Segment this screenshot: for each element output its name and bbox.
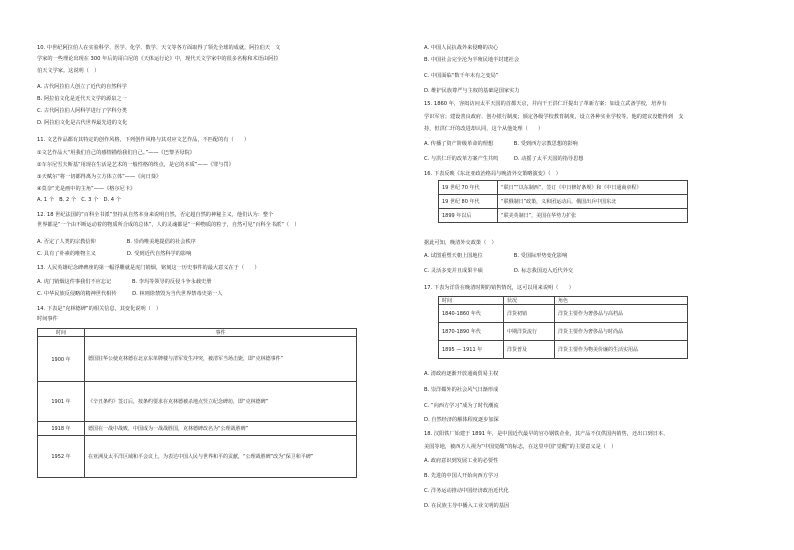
text-line: C. “向西方学习”成为了时代潮流 <box>424 403 499 409</box>
cell-event: 《辛丑条约》签订后，按条约要求在克林德被杀地点竖立纪念碑坊，即“克林德碑” <box>85 382 357 422</box>
text-line: ④莫奈“光是画中的主角”——《格尔尼卡》 <box>37 186 136 192</box>
text-line: 15. 1860 年，容闳访问太平天国的首都天京，并向干王洪仁玕提出了革新方案：如设立武备学校，培养有 <box>424 101 667 107</box>
text-line: A. 试图重塑天朝上国地位 B. 受国际形势变化影响 <box>424 253 568 259</box>
cell-event: 在亚洲及太平洋区域和平会议上，为表达中国人民与世界和平的贡献，“公理战胜碑”改为“保卫和平碑” <box>85 436 357 478</box>
table-row <box>439 305 688 323</box>
table-row <box>38 382 357 422</box>
text-line: A. 清政府逐渐开放通商贸易主权 <box>424 371 499 377</box>
cell-period: 19 世纪 70 年代 <box>439 181 498 195</box>
text-line: 持，但洪仁玕的改进却认同，这个从他处理（ ） <box>424 126 544 132</box>
table-row <box>38 422 357 436</box>
text-line: 17. 下表为洋货在晚清时期的销售情况，这可以用来说明（ ） <box>424 285 574 291</box>
question-14-stem: 14. 下表是“克林德碑”的相关信息，其变化说明（ ） <box>37 306 162 312</box>
cell-role: 洋货主要作为奢侈品与时尚品 <box>555 323 688 341</box>
cell-year: 1900 年 <box>38 337 85 382</box>
text-line: D. 自然经济的解体程度逐步加深 <box>424 417 499 423</box>
cell-status: 中期洋货流行 <box>504 323 555 341</box>
text-line: B. 中国社会完全沦为半殖民地半封建社会 <box>424 57 520 63</box>
column-header-year: 时间 <box>38 329 85 337</box>
text-line: B. 阿拉伯文化是近代天文学的源泉之一 <box>37 96 127 102</box>
text-line: A. 中国人民抗战外来侵略的决心 <box>424 45 499 51</box>
column-header-event: 事件 <box>85 329 357 337</box>
text-line: B. 崇洋媚外的社会风气日渐形成 <box>424 387 499 393</box>
text-line: 18. 汉阳铁厂始建于 1891 年，是中国近代最早的官办钢铁企业，其产品不仅供国内销售，还出口到日本、 <box>424 431 669 437</box>
cell-status: 洋货初销 <box>504 305 555 323</box>
cell-role: 洋货主要作为物美价廉的生活实用品 <box>555 341 688 359</box>
cell-content: “联日”“以东制西”，签订《中日修好条规》和《中日通商章程》 <box>498 181 688 195</box>
text-line: C. 古代阿拉伯人阿科学进行了学科分类 <box>37 108 127 114</box>
text-line: A. 1 个 B. 2 个 C. 3 个 D. 4 个 <box>37 197 121 203</box>
text-line: D. 阿拉伯文化是古代世界最先进的文化 <box>37 120 128 126</box>
text-line: ②车尔尼雪夫斯基“用现在生活是艺术的一般性格的终点，是它的本质”——《罪与罚》 <box>37 162 234 168</box>
foreign-goods-table <box>438 296 688 359</box>
text-line: C. 中国面临“数千年未有之变局” <box>424 73 499 79</box>
text-line: A. 否定了人类的宗教信仰 B. 崇尚唯美地提倡的社会秩序 <box>37 239 196 245</box>
cell-year: 1901 年 <box>38 382 85 422</box>
column-header-time: 时间 <box>439 297 504 305</box>
text-line: C. 与洪仁玕的改革方案产生共鸣 D. 动摇了太平天国的指导思想 <box>424 156 584 162</box>
text-line: C. 灵活多变并且成果丰硕 D. 标志我国迈入近代外交 <box>424 268 574 274</box>
cell-period: 19 世纪 80 年代 <box>439 195 498 209</box>
table-row <box>439 181 688 195</box>
text-line: D. 维护民族尊严与主权的基础是国家实力 <box>424 88 520 94</box>
text-line: A. 传播了资产阶级革命的理想 B. 受到西方宗教思想的影响 <box>424 141 578 147</box>
cell-status: 洋货普及 <box>504 341 555 359</box>
text-line: C. 洋务运动推动中国经济政治近代化 <box>424 488 509 494</box>
cell-content: “联俄制日”政策，义和团运动后，俄国出兵中国东北 <box>498 195 688 209</box>
cell-event: 德国在一战中战败，中国成为一战战胜国，克林德碑改名为“公理战胜碑” <box>85 422 357 436</box>
text-line: 12. 18 世纪法国的“百科全书派”坚持从自然本身来说明自然，否定超自然的神秘主义，他们认为：整个 <box>37 212 274 218</box>
table-row <box>439 195 688 209</box>
table-row <box>439 209 688 223</box>
text-line: 世界都是“一个由不断运动着的物质所合成的总体”，人的灵魂都是“一种物质的粒子，自然可见“百科全书派”（ ） <box>37 222 300 228</box>
cell-time: 1870-1890 年代 <box>439 323 504 341</box>
cell-period: 1899 年以后 <box>439 209 498 223</box>
text-line: 10. 中世纪阿拉伯人在实验科学、医学、化学、数学、天文等各方面取得了领先全球的成就。阿拉伯天 文 <box>37 45 281 51</box>
column-header-status: 状况 <box>504 297 555 305</box>
cell-time: 1840-1860 年代 <box>439 305 504 323</box>
table-row <box>439 341 688 359</box>
text-line: D. 在民族主导中播入工业文明的基因 <box>424 503 510 509</box>
text-line: ③天赋尔“将一切都得离为立方体立体”——《向日葵》 <box>37 174 162 180</box>
text-line: ①文艺作品大“用我们自己的感情描绘我们自己。”——《巴黎圣母院》 <box>37 150 195 156</box>
table-row <box>38 337 357 382</box>
text-line: C. 具有了朴素的唯物主义 D. 受到近代自然科学的影响 <box>37 251 192 257</box>
cell-year: 1918 年 <box>38 422 85 436</box>
cell-time: 1895 — 1911 年 <box>439 341 504 359</box>
text-line: B. 先进的中国人开始向西方学习 <box>424 473 499 479</box>
text-line: 美国等地，被西方人视为“中国觉醒”的标志，在这里中国“觉醒”的主要意义是（ ） <box>424 444 617 450</box>
table-row <box>38 436 357 478</box>
text-line: A. 古代阿拉伯人创立了近代的自然科学 <box>37 84 127 90</box>
text-line: A. 虎门销烟这件事我们不应忘记 B. 李玛等领导的反侵斗争永载史册 <box>37 279 212 285</box>
text-line: C. 中华民族反侵略的精神世代相传 D. 林则徐禁毁为当代世界禁毒史第一人 <box>37 291 223 297</box>
cell-content: “联美英制日”，美国在华势力扩张 <box>498 209 688 223</box>
kettler-memorial-table <box>37 328 357 478</box>
text-line: 学家的一些理论出现在 300 年后的哥白尼的《天体运行论》中，现代天文学家中的很多名称和术语由阿拉 <box>37 56 279 62</box>
text-line: 时间事件 <box>37 316 58 322</box>
text-line: 11. 文艺作品都有其特定的创作风格，下列创作风格与其对应文艺作品，不匹配的有（ ） <box>37 137 250 143</box>
table-header-row <box>439 297 688 305</box>
text-line: A. 政府意识到发展工业的必要性 <box>424 458 499 464</box>
table-row <box>439 323 688 341</box>
text-line: 13. 人民英雄纪念碑碑座的第一幅浮雕就是虎门销烟，铭刻这一历史事件的最大意义在于（ ） <box>37 265 260 271</box>
cell-event: 德国驻华公使克林德在北京东单牌楼与清军发生冲突，被清军当场击毙，即“克林德事件” <box>85 337 357 382</box>
text-line: 据此可知，晚清外交政策（ ） <box>424 240 497 246</box>
text-line: 学识军官；建设善良政府、创办银行制度；颁定各级学校教育制度，设立各种实业学校等。他的建议没能得到 支 <box>424 114 684 120</box>
diplomacy-policy-table <box>438 180 688 223</box>
cell-year: 1952 年 <box>38 436 85 478</box>
column-header-role: 角色 <box>555 297 688 305</box>
text-line: 16. 下表反映《东北亚政治格局与晚清外交策略演变》（ ） <box>424 171 561 177</box>
table-header-row <box>38 329 357 337</box>
cell-role: 洋货主要作为奢侈品与高档品 <box>555 305 688 323</box>
text-line: 伯天文学家。这说明（ ） <box>37 68 100 74</box>
